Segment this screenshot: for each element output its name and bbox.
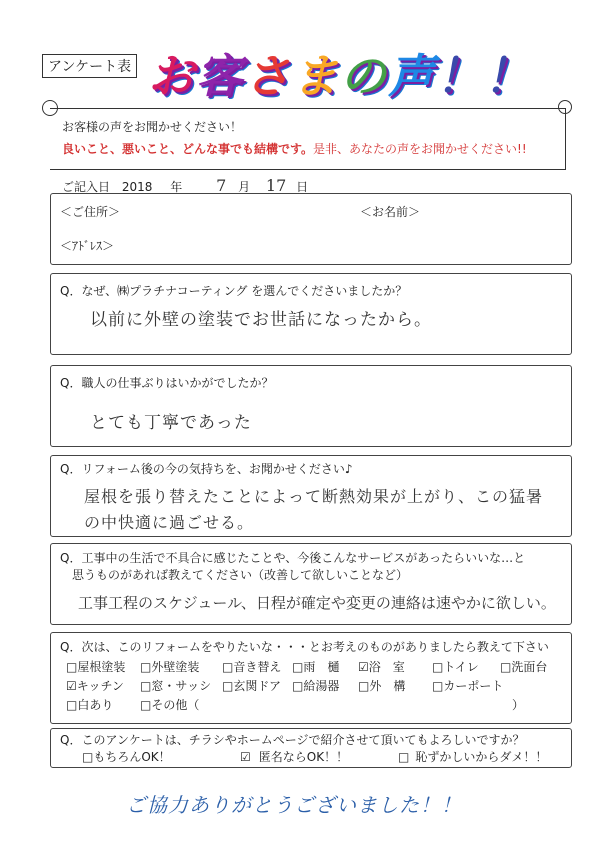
q3-answer-line-1[interactable]: 屋根を張り替えたことによって断熱効果が上がり、この猛暑 xyxy=(84,487,544,506)
title-char: さ xyxy=(244,49,292,103)
q4-question-line-1: Q．工事中の生活で不具合に感じたことや、今後こんなサービスがあったらいいな…と xyxy=(60,551,526,565)
checkbox-checked-icon: ☑ xyxy=(66,679,77,693)
q5-option[interactable] xyxy=(66,658,125,675)
q5-option[interactable] xyxy=(432,658,479,675)
q1-question: Q．なぜ、㈱プラチナコーティング を選んでくださいましたか？ xyxy=(60,284,408,298)
checkbox-empty-icon: □ xyxy=(222,679,234,693)
q5-option-label: トイレ xyxy=(443,660,479,674)
q5-option-label: 屋根塗装 xyxy=(77,660,126,674)
checkbox-empty-icon: □ xyxy=(500,660,512,674)
q5-option[interactable] xyxy=(500,658,547,675)
checkbox-empty-icon: □ xyxy=(432,679,444,693)
address-label: ＜ご住所＞ xyxy=(60,205,121,219)
title-char: ！ xyxy=(484,49,532,103)
date-year-unit: 年 xyxy=(170,180,183,194)
q5-option-label: 給湯器 xyxy=(303,679,340,693)
q5-option-label: 浴 室 xyxy=(368,660,405,674)
q5-option[interactable] xyxy=(432,677,503,694)
title-char: お xyxy=(148,49,196,103)
q5-close-paren: ） xyxy=(512,698,525,712)
q5-option-label: 音き替え xyxy=(233,660,282,674)
q2-answer[interactable]: とても丁寧であった xyxy=(90,413,252,433)
checkbox-empty-icon: □ xyxy=(82,750,94,764)
intro-line-2 xyxy=(62,140,527,157)
checkbox-empty-icon: □ xyxy=(358,679,370,693)
q5-option[interactable] xyxy=(140,696,199,713)
q5-option-label: 外 構 xyxy=(369,679,406,693)
q5-option[interactable] xyxy=(66,677,124,694)
q6-option[interactable] xyxy=(82,748,171,765)
q6-option[interactable] xyxy=(240,748,348,765)
q5-option-label: その他（ xyxy=(151,698,200,712)
q5-option-label: キッチン xyxy=(76,679,124,693)
q5-option[interactable] xyxy=(358,658,405,675)
q3-answer-line-2[interactable]: の中快適に過ごせる。 xyxy=(84,513,255,532)
checkbox-empty-icon: □ xyxy=(292,660,304,674)
checkbox-empty-icon: □ xyxy=(66,660,78,674)
contact-info-box xyxy=(50,193,572,265)
q6-option-label: 恥ずかしいからダメ！！ xyxy=(415,750,548,764)
q5-option[interactable] xyxy=(292,658,339,675)
q5-option[interactable] xyxy=(140,677,211,694)
thanks-message: ご協力ありがとうございました！！ xyxy=(126,793,462,817)
q5-option[interactable] xyxy=(222,658,281,675)
email-label: ＜ｱﾄﾞﾚｽ＞ xyxy=(60,239,115,253)
checkbox-empty-icon: □ xyxy=(66,698,78,712)
q5-option[interactable] xyxy=(66,696,113,713)
q5-option-label: 白あり xyxy=(77,698,114,712)
q4-question-line-2: 思うものがあれば教えてください（改善して欲しいことなど） xyxy=(72,568,409,582)
q5-option[interactable] xyxy=(222,677,281,694)
q2-question: Q．職人の仕事ぶりはいかがでしたか？ xyxy=(60,376,274,390)
q4-answer[interactable]: 工事工程のスケジュール、日程が確定や変更の連絡は速やかに欲しい。 xyxy=(78,594,556,612)
title-char: 声 xyxy=(388,49,436,103)
checkbox-empty-icon: □ xyxy=(140,698,152,712)
q3-question: Q．リフォーム後の今の気持ちを、お聞かせください♪ xyxy=(60,462,353,476)
q6-option-label: もちろんOK！ xyxy=(93,750,171,764)
title-char: ま xyxy=(292,49,340,103)
q5-option-label: 玄関ドア xyxy=(233,679,281,693)
intro-line-1: お客様の声をお聞かせください！ xyxy=(62,120,243,134)
q6-question: Q．このアンケートは、チラシやホームページで紹介させて頂いてもよろしいですか？ xyxy=(60,733,525,747)
q5-question: Q．次は、このリフォームをやりたいな・・・とお考えのものがありましたら教えて下さい xyxy=(60,640,549,654)
title-char: の xyxy=(340,49,388,103)
checkbox-empty-icon: □ xyxy=(292,679,304,693)
date-year[interactable]: 2018 xyxy=(121,180,153,194)
checkbox-checked-icon: ☑ xyxy=(358,660,369,674)
q5-option-label: 窓・サッシ xyxy=(151,679,212,693)
q5-option-label: カーポート xyxy=(443,679,504,693)
form-label: アンケート表 xyxy=(42,54,137,78)
q5-option-label: 外壁塗装 xyxy=(151,660,200,674)
title-char: ！ xyxy=(436,49,484,103)
q6-option-label: 匿名ならOK！！ xyxy=(258,750,349,764)
checkbox-empty-icon: □ xyxy=(432,660,444,674)
name-label: ＜お名前＞ xyxy=(360,205,421,219)
checkbox-empty-icon: □ xyxy=(140,679,152,693)
q5-option-label: 洗面台 xyxy=(511,660,548,674)
checkbox-empty-icon: □ xyxy=(140,660,152,674)
q1-answer[interactable]: 以前に外壁の塗装でお世話になったから。 xyxy=(90,310,432,330)
q5-option[interactable] xyxy=(140,658,199,675)
date-prefix: ご記入日 xyxy=(62,180,111,194)
q5-option[interactable] xyxy=(292,677,339,694)
date-day[interactable]: 17 xyxy=(265,176,287,195)
checkbox-checked-icon: ☑ xyxy=(240,750,251,764)
date-month-unit: 月 xyxy=(238,180,251,194)
q5-option[interactable] xyxy=(358,677,405,694)
page-title xyxy=(148,40,532,106)
q6-option[interactable] xyxy=(398,748,547,765)
q5-option-label: 雨 樋 xyxy=(303,660,340,674)
checkbox-empty-icon: □ xyxy=(398,750,410,764)
date-month[interactable]: 7 xyxy=(216,176,227,195)
title-char: 客 xyxy=(196,49,244,103)
date-day-unit: 日 xyxy=(296,180,309,194)
intro-rest: 是非、あなたの声をお聞かせください!! xyxy=(313,142,527,156)
checkbox-empty-icon: □ xyxy=(222,660,234,674)
intro-emphasis: 良いこと、悪いこと、どんな事でも結構です。 xyxy=(62,142,314,156)
